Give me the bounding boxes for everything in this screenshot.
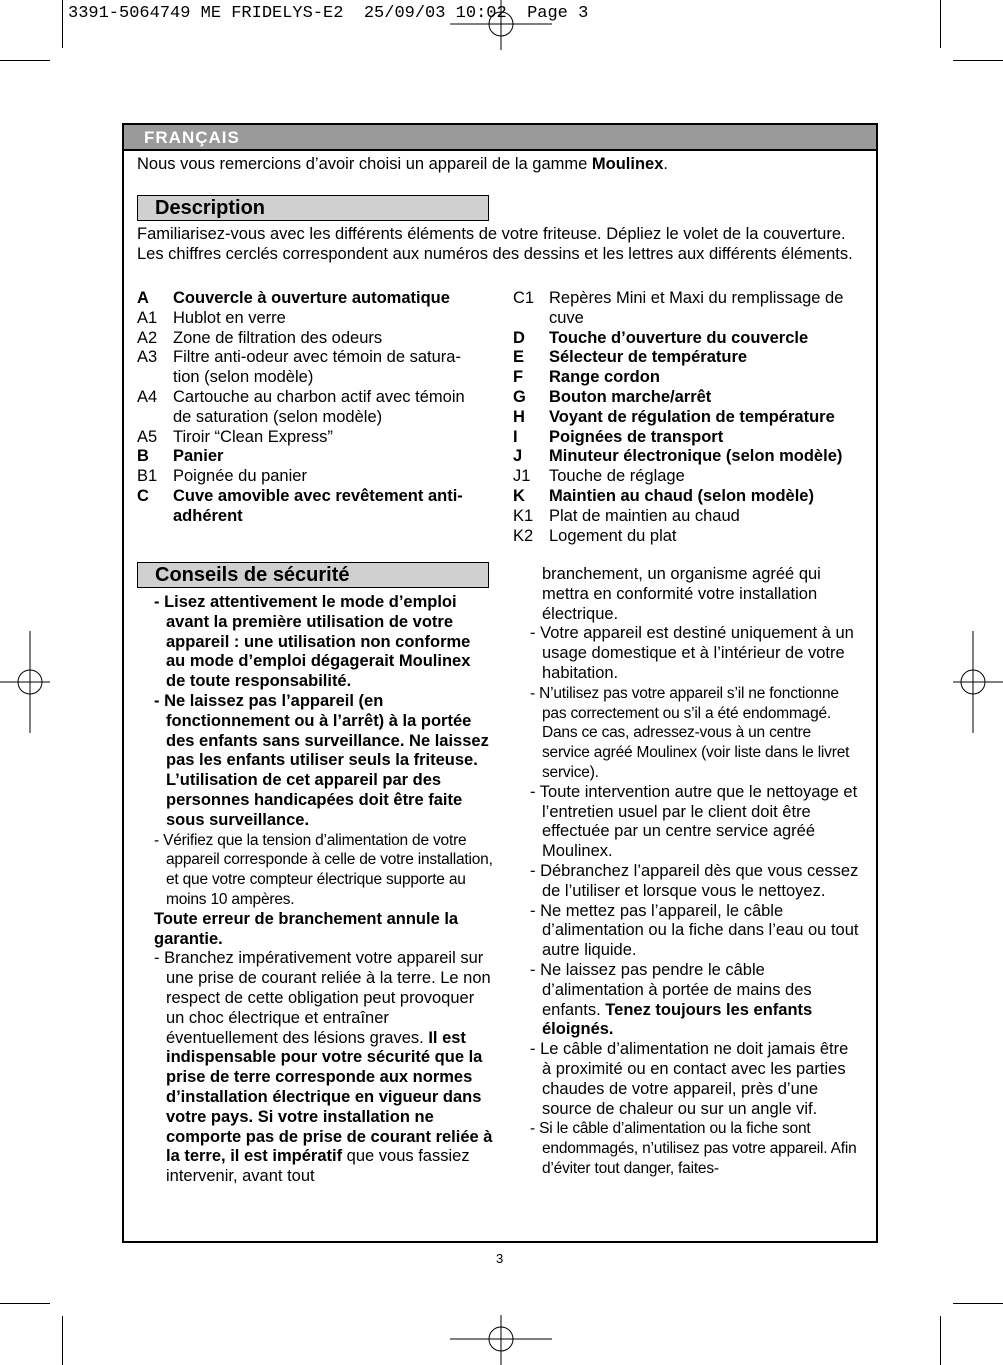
parts-list-right xyxy=(513,289,875,546)
safety-heading-text: Conseils de sécurité xyxy=(155,564,350,586)
part-label: Maintien au chaud (selon modèle) xyxy=(549,486,814,505)
parts-list-item xyxy=(513,329,875,349)
safety-item: - Toute intervention autre que le nettoyage et l’entretien usuel par le client doit être effectuée par un centre service agréé Moulinex. xyxy=(530,782,858,861)
intro-text xyxy=(137,155,668,174)
parts-list-item xyxy=(137,348,487,388)
part-key: A3 xyxy=(137,348,158,367)
safety-item-text: Toute intervention autre que le nettoyage et l’entretien usuel par le client doit être effectuée par un centre service agréé Moulinex. xyxy=(539,782,858,861)
parts-list-left xyxy=(137,289,487,527)
parts-list-item xyxy=(137,388,487,428)
part-label: Plat de maintien au chaud xyxy=(549,506,740,525)
safety-item-text: Si le câble d’alimentation ou la fiche sont endommagés, n’utilisez pas votre appareil. Afin d’éviter tout danger, faites- xyxy=(539,1120,857,1177)
registration-mark-icon xyxy=(450,0,552,50)
crop-mark xyxy=(940,0,941,48)
parts-list-item xyxy=(137,447,487,467)
safety-item: - Branchez impérativement votre appareil sur une prise de courant reliée à la terre. Le non respect de cette obligation peut provoquer un choc électrique et entraîner éventuellement des lésions graves. Il est indispensable pour votre sécurité que la prise de terre corresponde aux normes d’installation électrique en vigueur dans votre pays. Si votre installation ne comporte pas de prise de courant reliée à la terre, il est impératif que vous fassiez intervenir, avant tout xyxy=(154,949,493,1186)
part-label: Bouton marche/arrêt xyxy=(549,387,712,406)
safety-item-text: Ne laissez pas l’appareil (en fonctionnement ou à l’arrêt) à la portée des enfants sans surveillance. Ne laissez pas les enfants utiliser seuls la friteuse. L’utilisation de cet appareil par des personnes handicapées doit être faite sous surveillance. xyxy=(164,691,489,829)
parts-list-item xyxy=(513,527,875,547)
part-key: A2 xyxy=(137,328,158,347)
part-key: J xyxy=(513,447,523,466)
parts-list-item xyxy=(513,408,875,428)
part-label: Poignée du panier xyxy=(173,467,307,486)
registration-mark-icon xyxy=(450,1315,552,1365)
parts-list-item xyxy=(513,428,875,448)
part-label: Touche de réglage xyxy=(549,467,685,486)
parts-list-item xyxy=(137,467,487,487)
content-frame xyxy=(122,123,878,1243)
parts-list-item xyxy=(513,289,875,329)
description-heading xyxy=(137,195,489,221)
safety-item-text: Le câble d’alimentation ne doit jamais être à proximité ou en contact avec les parties chaudes de votre appareil, près d’une source de chaleur ou sur un angle vif. xyxy=(540,1040,849,1118)
parts-list-item xyxy=(513,507,875,527)
safety-item xyxy=(530,565,860,624)
brand-name: Moulinex xyxy=(591,155,664,173)
part-label: Poignées de transport xyxy=(549,427,724,446)
parts-list-item xyxy=(513,388,875,408)
part-key: I xyxy=(513,427,518,446)
safety-item-text: Ne mettez pas l’appareil, le câble d’alimentation ou la fiche dans l’eau ou tout autre liquide. xyxy=(540,901,859,960)
safety-item: - Votre appareil est destiné uniquement à un usage domestique et à l’intérieur de votre habitation. xyxy=(530,624,854,682)
safety-item-text: Lisez attentivement le mode d’emploi avant la première utilisation de votre appareil : une utilisation non conforme au mode d’emploi dégagerait Moulinex de toute responsabilité. xyxy=(164,593,471,691)
safety-item: - Débranchez l’appareil dès que vous cessez de l’utiliser et lorsque vous le nettoyez. xyxy=(530,861,859,900)
part-key: G xyxy=(513,387,526,406)
crop-mark xyxy=(62,1316,63,1365)
crop-mark xyxy=(953,60,1003,61)
part-key: B xyxy=(137,447,149,466)
part-key: A5 xyxy=(137,427,158,446)
part-label: Zone de filtration des odeurs xyxy=(173,328,383,347)
part-key: E xyxy=(513,348,525,367)
part-key: F xyxy=(513,368,524,387)
part-key: B1 xyxy=(137,467,158,486)
part-key: D xyxy=(513,328,525,347)
parts-list-item xyxy=(513,368,875,388)
part-label: Sélecteur de température xyxy=(549,348,748,367)
part-key: A xyxy=(137,289,149,307)
parts-list-item xyxy=(513,447,875,467)
parts-list-item xyxy=(513,467,875,487)
language-bar xyxy=(124,125,876,151)
part-label: Tiroir “Clean Express” xyxy=(173,427,333,446)
safety-item-bold: Tenez toujours les enfants éloignés. xyxy=(542,1000,813,1039)
part-label: Voyant de régulation de température xyxy=(549,407,835,426)
part-label: Touche d’ouverture du couvercle xyxy=(549,328,809,347)
parts-list-item xyxy=(513,487,875,507)
safety-item: - Vérifiez que la tension d’alimentation de votre appareil corresponde à celle de votre installation, et que votre compteur électrique supporte au moins 10 ampères. xyxy=(154,831,493,908)
registration-mark-icon xyxy=(0,631,50,733)
safety-warning: Toute erreur de branchement annule la garantie. xyxy=(154,909,459,948)
crop-mark xyxy=(953,1303,1003,1304)
language-label: FRANÇAIS xyxy=(144,128,240,147)
part-key: H xyxy=(513,407,525,426)
part-key: A1 xyxy=(137,308,158,327)
part-label: Minuteur électronique (selon modèle) xyxy=(549,447,843,466)
crop-mark xyxy=(0,60,50,61)
crop-mark xyxy=(62,0,63,48)
safety-item-text: N’utilisez pas votre appareil s’il ne fonctionne pas correctement ou s’il a été endommagé. Dans ce cas, adressez-vous à un centre service agréé Moulinex (voir liste dans le livret service). xyxy=(539,684,850,781)
safety-item-text: que vous fassiez intervenir, avant tout xyxy=(166,1147,470,1186)
part-label: Couvercle à ouverture automatique xyxy=(173,289,450,307)
safety-item-text: Ne laissez pas pendre le câble d’alimentation à portée de mains des enfants. xyxy=(540,960,812,1019)
safety-item: - Ne mettez pas l’appareil, le câble d’alimentation ou la fiche dans l’eau ou tout autre liquide. xyxy=(530,901,859,960)
safety-item-text: branchement, un organisme agréé qui mettra en conformité votre installation électrique. xyxy=(542,565,821,623)
safety-item-text: Vérifiez que la tension d’alimentation de votre appareil corresponde à celle de votre installation, et que votre compteur électrique supporte au moins 10 ampères. xyxy=(163,831,493,908)
registration-mark-icon xyxy=(953,631,1003,733)
page-number: 3 xyxy=(496,1251,504,1266)
intro-end: . xyxy=(663,155,668,173)
part-key: C1 xyxy=(513,289,535,307)
parts-list-item xyxy=(137,309,487,329)
safety-item-text: Votre appareil est destiné uniquement à un usage domestique et à l’intérieur de votre habitation. xyxy=(540,624,854,682)
part-label: Range cordon xyxy=(549,368,660,387)
parts-list-item xyxy=(137,428,487,448)
part-label: Hublot en verre xyxy=(173,308,286,327)
part-label: Logement du plat xyxy=(549,526,677,545)
description-heading-text: Description xyxy=(155,197,266,219)
part-key: C xyxy=(137,486,149,505)
print-slug: 3391-5064749 ME FRIDELYS-E2 25/09/03 10:02 Page 3 xyxy=(68,4,589,23)
safety-column-left xyxy=(154,593,494,1187)
safety-item-bold: Il est indispensable pour votre sécurité que la prise de terre corresponde aux normes d’installation électrique en vigueur dans votre pays. Si votre installation ne comporte pas de prise de courant reliée à la terre, il est impératif xyxy=(166,1028,493,1166)
safety-heading xyxy=(137,562,489,588)
crop-mark xyxy=(0,1303,50,1304)
parts-list-item xyxy=(137,487,487,527)
safety-item: - Si le câble d’alimentation ou la fiche sont endommagés, n’utilisez pas votre appareil. Afin d’éviter tout danger, faites- xyxy=(530,1120,857,1177)
crop-mark xyxy=(940,1316,941,1365)
part-key: A4 xyxy=(137,387,158,406)
safety-item: - Le câble d’alimentation ne doit jamais être à proximité ou en contact avec les parties chaudes de votre appareil, près d’une source de chaleur ou sur un angle vif. xyxy=(530,1040,849,1118)
part-key: J1 xyxy=(513,467,531,486)
part-label: Panier xyxy=(173,447,224,466)
parts-list-item xyxy=(513,348,875,368)
part-key: K1 xyxy=(513,506,534,525)
parts-list-item xyxy=(137,329,487,349)
parts-list-item xyxy=(137,289,487,309)
intro-sentence: Nous vous remercions d’avoir choisi un appareil de la gamme xyxy=(137,155,592,173)
safety-item: - Ne laissez pas pendre le câble d’alimentation à portée de mains des enfants. Tenez toujours les enfants éloignés. xyxy=(530,960,813,1039)
safety-column-right xyxy=(530,565,860,1179)
safety-item: - N’utilisez pas votre appareil s’il ne fonctionne pas correctement ou s’il a été endommagé. Dans ce cas, adressez-vous à un centre service agréé Moulinex (voir liste dans le livret service). xyxy=(530,684,850,781)
safety-item-text: Débranchez l’appareil dès que vous cessez de l’utiliser et lorsque vous le nettoyez. xyxy=(540,861,859,900)
safety-item: - Ne laissez pas l’appareil (en fonctionnement ou à l’arrêt) à la portée des enfants sans surveillance. Ne laissez pas les enfants utiliser seuls la friteuse. L’utilisation de cet appareil par des personnes handicapées doit être faite sous surveillance. xyxy=(154,691,489,829)
part-key: K2 xyxy=(513,526,534,545)
part-label: Cuve amovible avec revêtement anti-adhérent xyxy=(173,486,463,525)
part-label: Filtre anti-odeur avec témoin de satura-tion (selon modèle) xyxy=(173,348,461,387)
part-label: Cartouche au charbon actif avec témoin de saturation (selon modèle) xyxy=(173,387,465,426)
part-label: Repères Mini et Maxi du remplissage de cuve xyxy=(549,289,844,327)
description-text: Familiarisez-vous avec les différents éléments de votre friteuse. Dépliez le volet de la couverture. Les chiffres cerclés correspondent aux numéros des dessins et les lettres aux différents éléments. xyxy=(137,225,853,263)
part-key: K xyxy=(513,486,525,505)
safety-item: - Lisez attentivement le mode d’emploi avant la première utilisation de votre appareil : une utilisation non conforme au mode d’emploi dégagerait Moulinex de toute responsabilité. xyxy=(154,593,471,691)
safety-item-text: Branchez impérativement votre appareil sur une prise de courant reliée à la terre. Le non respect de cette obligation peut provoquer un choc électrique et entraîner éventuellement des lésions graves. xyxy=(164,949,491,1047)
